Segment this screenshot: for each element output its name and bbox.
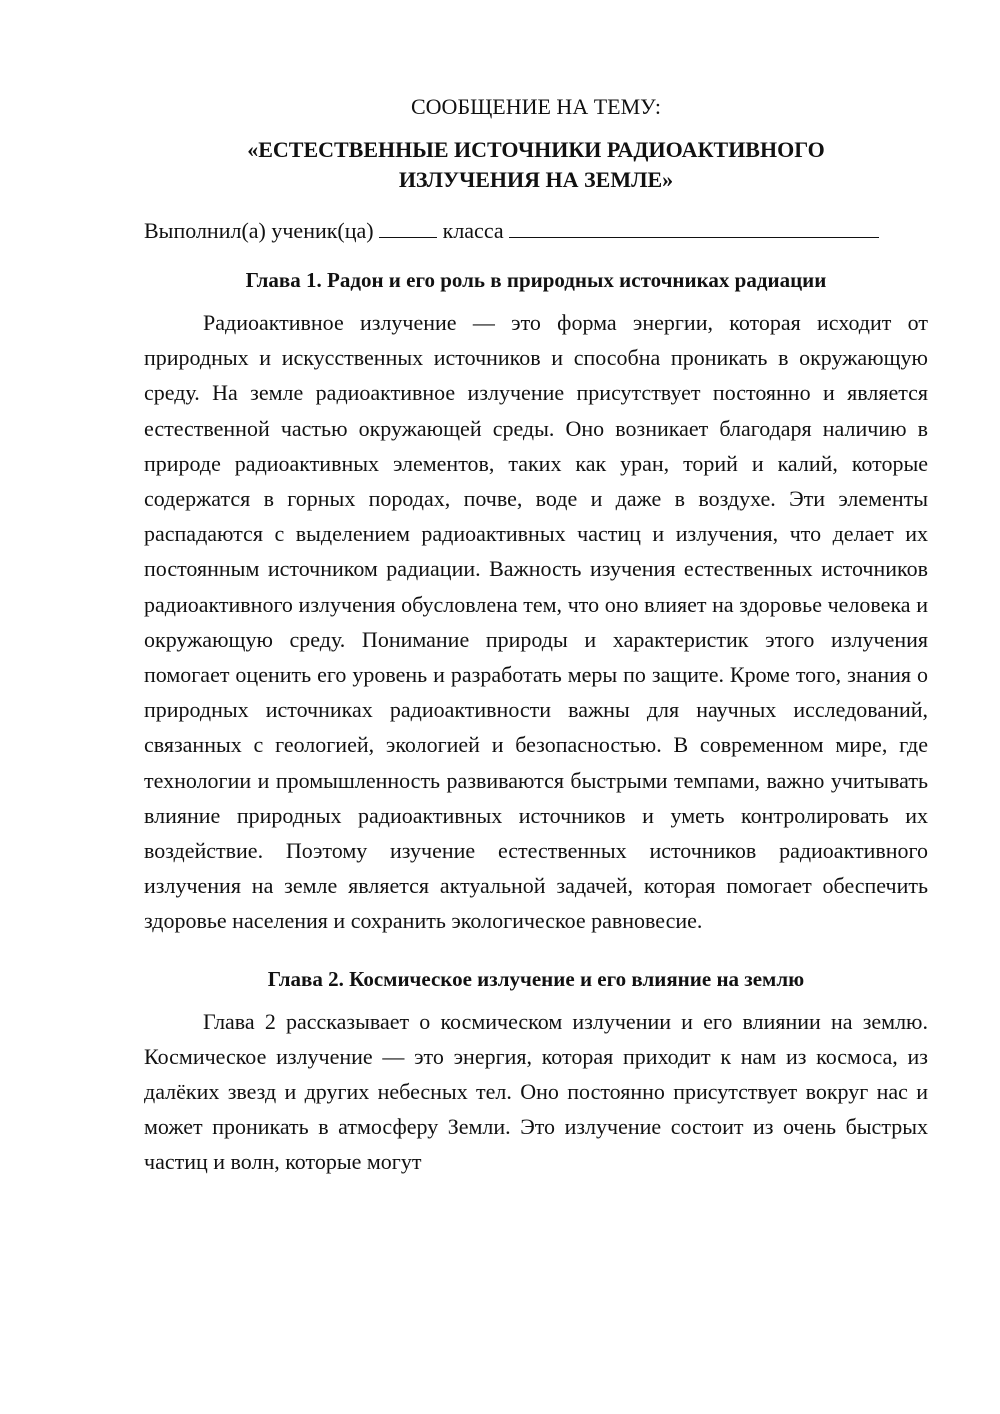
class-blank-field[interactable]	[509, 215, 879, 238]
chapter-1-paragraph: Радиоактивное излучение — это форма энергии, которая исходит от природных и искусственных источников и способна проникать в окружающую среду. На земле радиоактивное излучение присутствует постоянно и является естественной частью окружающей среды. Оно возникает благодаря наличию в природе радиоактивных элементов, таких как уран, торий и калий, которые содержатся в горных породах, почве, воде и даже в воздухе. Эти элементы распадаются с выделением радиоактивных частиц и излучения, что делает их постоянным источником радиации. Важность изучения естественных источников радиоактивного излучения обусловлена тем, что оно влияет на здоровье человека и окружающую среду. Понимание природы и характеристик этого излучения помогает оценить его уровень и разработать меры по защите. Кроме того, знания о природных источниках радиоактивности важны для научных исследований, связанных с геологией, экологией и безопасностью. В современном мире, где технологии и промышленность развиваются быстрыми темпами, важно учитывать влияние природных радиоактивных источников и уметь контролировать их воздействие. Поэтому изучение естественных источников радиоактивного излучения на земле является актуальной задачей, которая помогает обеспечить здоровье населения и сохранить экологическое равновесие.	[144, 310, 928, 934]
subject-label: СООБЩЕНИЕ НА ТЕМУ:	[411, 94, 661, 119]
chapter-2-heading: Глава 2. Космическое излучение и его влияние на землю	[267, 966, 805, 991]
author-class-word: класса	[442, 218, 504, 243]
chapter-1	[144, 265, 928, 939]
title-line-2: ИЗЛУЧЕНИЯ НА ЗЕМЛЕ»	[398, 167, 674, 192]
chapter-1-heading: Глава 1. Радон и его роль в природных источниках радиации	[245, 268, 827, 292]
chapter-2	[144, 964, 928, 1180]
author-prefix: Выполнил(а) ученик(ца)	[144, 218, 374, 243]
document-title	[144, 135, 928, 195]
chapter-2-paragraph: Глава 2 рассказывает о космическом излучении и его влиянии на землю. Космическое излучение — это энергия, которая приходит к нам из космоса, из далёких звезд и других небесных тел. Оно постоянно присутствует вокруг нас и может проникать в атмосферу Земли. Это излучение состоит из очень быстрых частиц и волн, которые могут	[144, 1008, 928, 1175]
author-line	[144, 215, 928, 246]
title-line-1: «ЕСТЕСТВЕННЫЕ ИСТОЧНИКИ РАДИОАКТИВНОГО	[247, 137, 825, 162]
grade-blank-field[interactable]	[379, 215, 437, 238]
